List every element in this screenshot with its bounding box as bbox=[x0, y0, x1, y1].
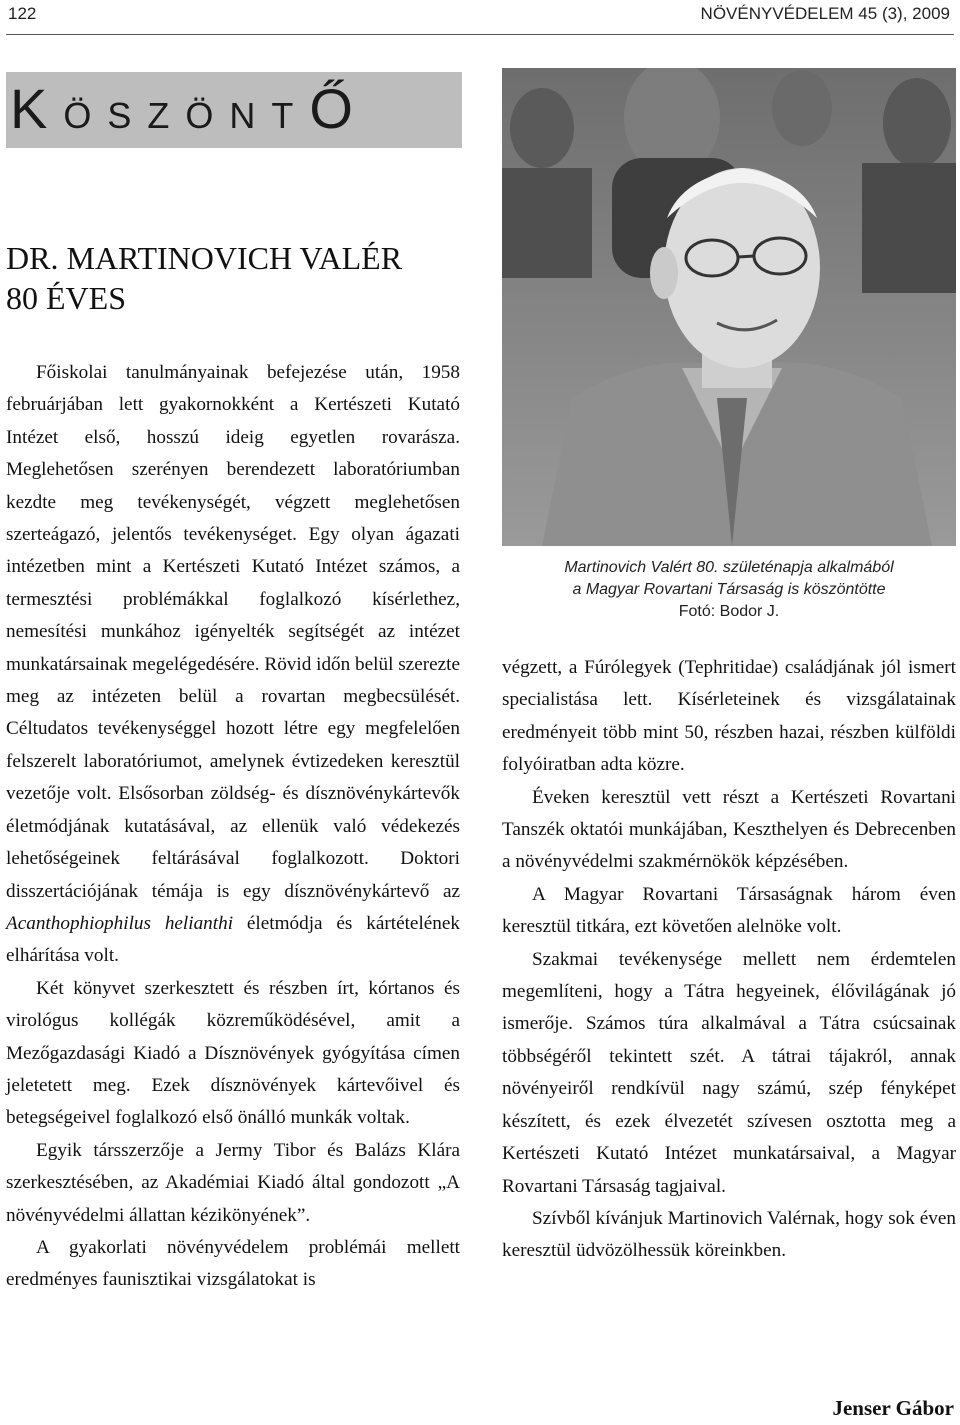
paragraph: A gyakorlati növényvédelem problémái mellett eredményes faunisztikai vizsgálatokat is bbox=[6, 1236, 460, 1291]
article-title bbox=[6, 238, 462, 318]
journal-citation: NÖVÉNYVÉDELEM 45 (3), 2009 bbox=[700, 4, 950, 23]
right-column bbox=[502, 652, 956, 1268]
header-rule bbox=[6, 34, 954, 35]
paragraph: Szívből kívánjuk Martinovich Valérnak, hogy sok éven keresztül üdvözölhessük köreinkben. bbox=[502, 1207, 956, 1262]
photo-caption bbox=[502, 557, 956, 623]
section-heading-last-letter: Ő bbox=[309, 77, 369, 140]
section-heading-first-letter: K bbox=[10, 77, 64, 140]
photo-caption-line1: Martinovich Valért 80. születénapja alkalmából bbox=[564, 559, 894, 576]
author-signature: Jenser Gábor bbox=[832, 1396, 954, 1420]
paragraph: végzett, a Fúrólegyek (Tephritidae) családjának jól ismert specialistása lett. Kísérleteinek és vizsgálatainak eredményeit több mint 50, részben hazai, részben külföldi folyóiratban adta közre. bbox=[502, 657, 956, 776]
photo-caption-line2: a Magyar Rovartani Társaság is köszöntötte bbox=[572, 581, 886, 598]
paragraph: Éveken keresztül vett részt a Kertészeti Rovartani Tanszék oktatói munkájában, Keszthelyen és Debrecenben a növényvédelmi szakmérnökök képzésében. bbox=[502, 786, 956, 873]
paragraph bbox=[6, 357, 460, 973]
paragraph: Szakmai tevékenysége mellett nem érdemtelen megemlíteni, hogy a Tátra hegyeinek, élővilágának jó ismerője. Számos túra alkalmával a Tátra csúcsainak többségéről tekintett szét. A tátrai tájakról, annak növényeiről rendkívül nagy számú, szép fényképet készített, és ezek élvezetét szívesen osztotta meg a Kertészeti Kutató Intézet munkatársaival, a Magyar Rovartani Társaság tagjaival. bbox=[502, 948, 956, 1197]
paragraph-text: Főiskolai tanulmányainak befejezése után, 1958 februárjában lett gyakornokként a Kertészeti Kutató Intézet első, hosszú ideig egyetlen rovarásza. Meglehetősen szerényen berendezett laboratóriumban kezdte meg tevékenységét, végzett meglehetősen szerteágazó, jelentős tevékenységet. Egy olyan ágazati intézetben mint a Kertészeti Kutató Intézet számos, a termesztési problémákkal foglalkozó kísérlethez, nemesítési munkához igényelték segítségét az intézet munkatársainak megelégedésére. Rövid időn belül szerezte meg az intézeten belül a rovartan megbecsülését. Céltudatos tevékenységgel hozott létre egy megfelelően felszerelt laboratóriumot, amelynek évtizedeken keresztül vezetője volt. Elsősorban zöldség- és dísznövénykártevők életmódjának kutatásával, az ellenük való védekezés lehetőségeinek feltárásával foglalkozott. Doktori disszertációjának témája is egy dísznövénykártevő az bbox=[6, 362, 460, 902]
portrait-photo-illustration bbox=[502, 68, 956, 546]
paragraph: Két könyvet szerkesztett és részben írt, kórtanos és virológus kollégák közreműködésével, amit a Mezőgazdasági Kiadó a Dísznövények gyógyítása címen jeletetett meg. Ezek dísznövények kártevőivel és betegségeivel foglalkozó első önálló munkák voltak. bbox=[6, 977, 460, 1129]
paragraph: Egyik társszerzője a Jermy Tibor és Balázs Klára szerkesztésében, az Akadémiai Kiadó által gondozott „A növényvédelmi állattan kézikönyének”. bbox=[6, 1139, 460, 1226]
portrait-photo bbox=[502, 68, 956, 546]
paragraph-text-end: életmódja és kártételének elhárítása volt. bbox=[6, 912, 460, 967]
page-number: 122 bbox=[8, 4, 37, 23]
article-title-line2: 80 ÉVES bbox=[6, 280, 126, 316]
species-name: Acanthophiophilus helianthi bbox=[6, 912, 234, 934]
article-title-line1: DR. MARTINOVICH VALÉR bbox=[6, 240, 403, 276]
section-heading-middle: ÖSZÖNT bbox=[63, 95, 310, 136]
section-heading bbox=[10, 74, 369, 144]
left-column bbox=[6, 357, 460, 1297]
photo-credit: Fotó: Bodor J. bbox=[678, 603, 780, 620]
paragraph: A Magyar Rovartani Társaságnak három éven keresztül titkára, ezt követően alelnöke volt. bbox=[502, 883, 956, 938]
